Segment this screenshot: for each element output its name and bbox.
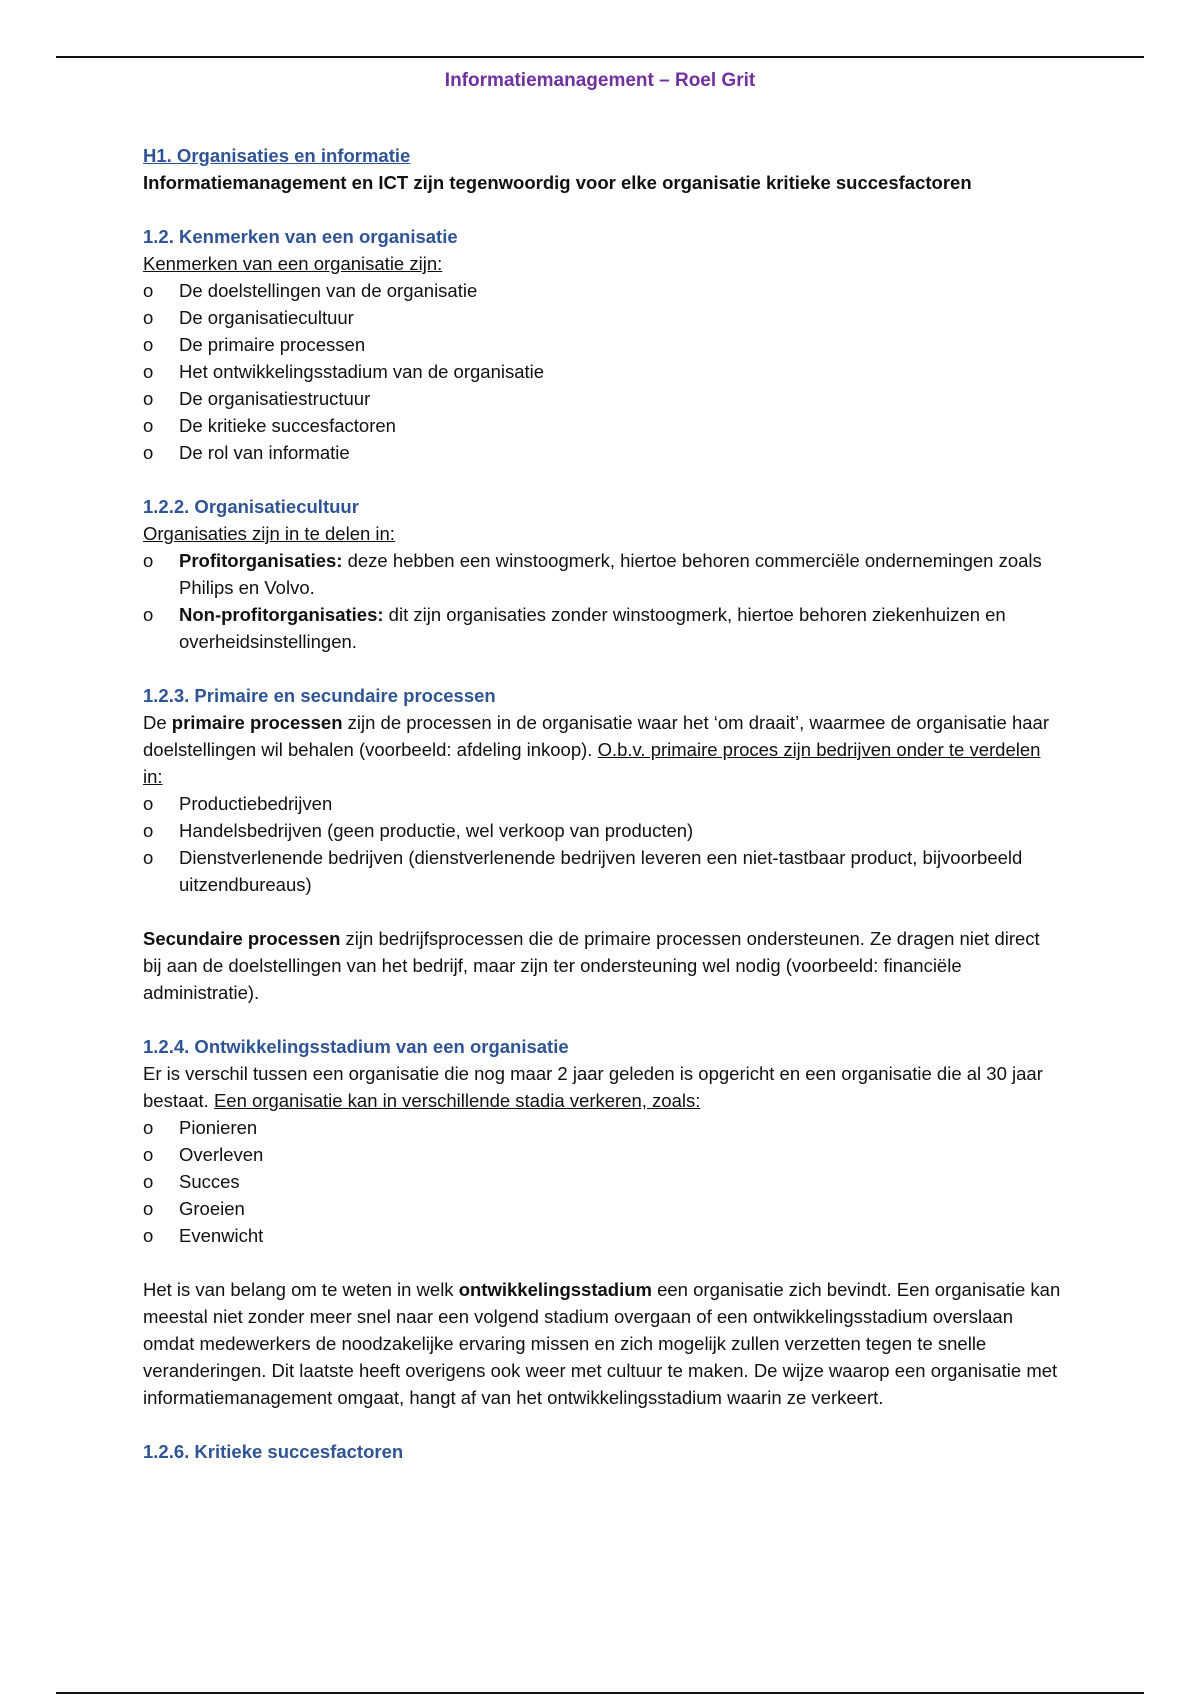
list-item: o De doelstellingen van de organisatie	[143, 277, 1063, 304]
bullet: o	[143, 1117, 154, 1138]
chapter-lead: Informatiemanagement en ICT zijn tegenwoordig voor elke organisatie kritieke succesfactoren	[143, 172, 972, 193]
section-heading-1-2: 1.2. Kenmerken van een organisatie	[143, 226, 458, 247]
list-item: o De organisatiestructuur	[143, 385, 1063, 412]
bullet: o	[143, 442, 154, 463]
bullet: o	[143, 388, 154, 409]
section-intro-1-2: Kenmerken van een organisatie zijn:	[143, 253, 443, 274]
section-heading-1-2-6: 1.2.6. Kritieke succesfactoren	[143, 1441, 404, 1462]
footer-rule	[56, 1692, 1144, 1694]
list-item: o Succes	[143, 1168, 1063, 1195]
bullet: o	[143, 604, 154, 625]
list-bedrijfstypen	[143, 790, 1063, 898]
chapter-heading: H1. Organisaties en informatie	[143, 145, 411, 166]
list-item: o Non-profitorganisaties: dit zijn organisaties zonder winstoogmerk, hiertoe behoren ziekenhuizen en overheidsinstellingen.	[143, 601, 1063, 655]
section-intro-1-2-2: Organisaties zijn in te delen in:	[143, 523, 395, 544]
list-item: o De rol van informatie	[143, 439, 1063, 466]
list-item: o Dienstverlenende bedrijven (dienstverlenende bedrijven leveren een niet-tastbaar product, bijvoorbeeld uitzendbureaus)	[143, 844, 1063, 898]
bullet: o	[143, 847, 154, 868]
bullet: o	[143, 1198, 154, 1219]
list-stadia	[143, 1114, 1063, 1249]
list-organisatietypen	[143, 547, 1063, 655]
list-item: o Groeien	[143, 1195, 1063, 1222]
bullet: o	[143, 1225, 154, 1246]
header-rule	[56, 56, 1144, 58]
list-item: o De organisatiecultuur	[143, 304, 1063, 331]
page-title: Informatiemanagement – Roel Grit	[444, 70, 756, 91]
bullet: o	[143, 334, 154, 355]
list-item: o Handelsbedrijven (geen productie, wel verkoop van producten)	[143, 817, 1063, 844]
list-item: o Pionieren	[143, 1114, 1063, 1141]
bullet: o	[143, 280, 154, 301]
document-body	[143, 142, 1063, 1465]
bullet: o	[143, 1171, 154, 1192]
list-item: o De kritieke succesfactoren	[143, 412, 1063, 439]
list-item: o Productiebedrijven	[143, 790, 1063, 817]
section-heading-1-2-4: 1.2.4. Ontwikkelingsstadium van een organisatie	[143, 1036, 569, 1057]
list-item: o De primaire processen	[143, 331, 1063, 358]
paragraph-secundaire-processen: Secundaire processen zijn bedrijfsprocessen die de primaire processen ondersteunen. Ze dragen niet direct bij aan de doelstellingen van het bedrijf, maar zijn ter ondersteuning wel nodig (voorbeeld: financiële administratie).	[143, 928, 1040, 1003]
bullet: o	[143, 307, 154, 328]
list-item: o Profitorganisaties: deze hebben een winstoogmerk, hiertoe behoren commerciële ondernemingen zoals Philips en Volvo.	[143, 547, 1063, 601]
paragraph-primaire-processen: De primaire processen zijn de processen in de organisatie waar het ‘om draait’, waarmee de organisatie haar doelstellingen wil behalen (voorbeeld: afdeling inkoop). O.b.v. primaire proces zijn bedrijven onder te verdelen in:	[143, 712, 1049, 787]
section-heading-1-2-2: 1.2.2. Organisatiecultuur	[143, 496, 359, 517]
list-item: o Het ontwikkelingsstadium van de organisatie	[143, 358, 1063, 385]
list-kenmerken	[143, 277, 1063, 466]
paragraph-ontwikkelingsstadium: Het is van belang om te weten in welk ontwikkelingsstadium een organisatie zich bevindt. Een organisatie kan meestal niet zonder meer snel naar een volgend stadium overgaan of een ontwikkelingsstadium overslaan omdat medewerkers de noodzakelijke ervaring missen en zich mogelijk zullen verzetten tegen te snelle veranderingen. Dit laatste heeft overigens ook weer met cultuur te maken. De wijze waarop een organisatie met informatiemanagement omgaat, hangt af van het ontwikkelingsstadium waarin ze verkeert.	[143, 1279, 1061, 1408]
bullet: o	[143, 793, 154, 814]
bullet: o	[143, 820, 154, 841]
section-heading-1-2-3: 1.2.3. Primaire en secundaire processen	[143, 685, 496, 706]
bullet: o	[143, 1144, 154, 1165]
bullet: o	[143, 550, 154, 571]
list-item: o Overleven	[143, 1141, 1063, 1168]
bullet: o	[143, 415, 154, 436]
bullet: o	[143, 361, 154, 382]
list-item: o Evenwicht	[143, 1222, 1063, 1249]
paragraph-stadia-intro: Er is verschil tussen een organisatie die nog maar 2 jaar geleden is opgericht en een organisatie die al 30 jaar bestaat. Een organisatie kan in verschillende stadia verkeren, zoals:	[143, 1063, 1043, 1111]
